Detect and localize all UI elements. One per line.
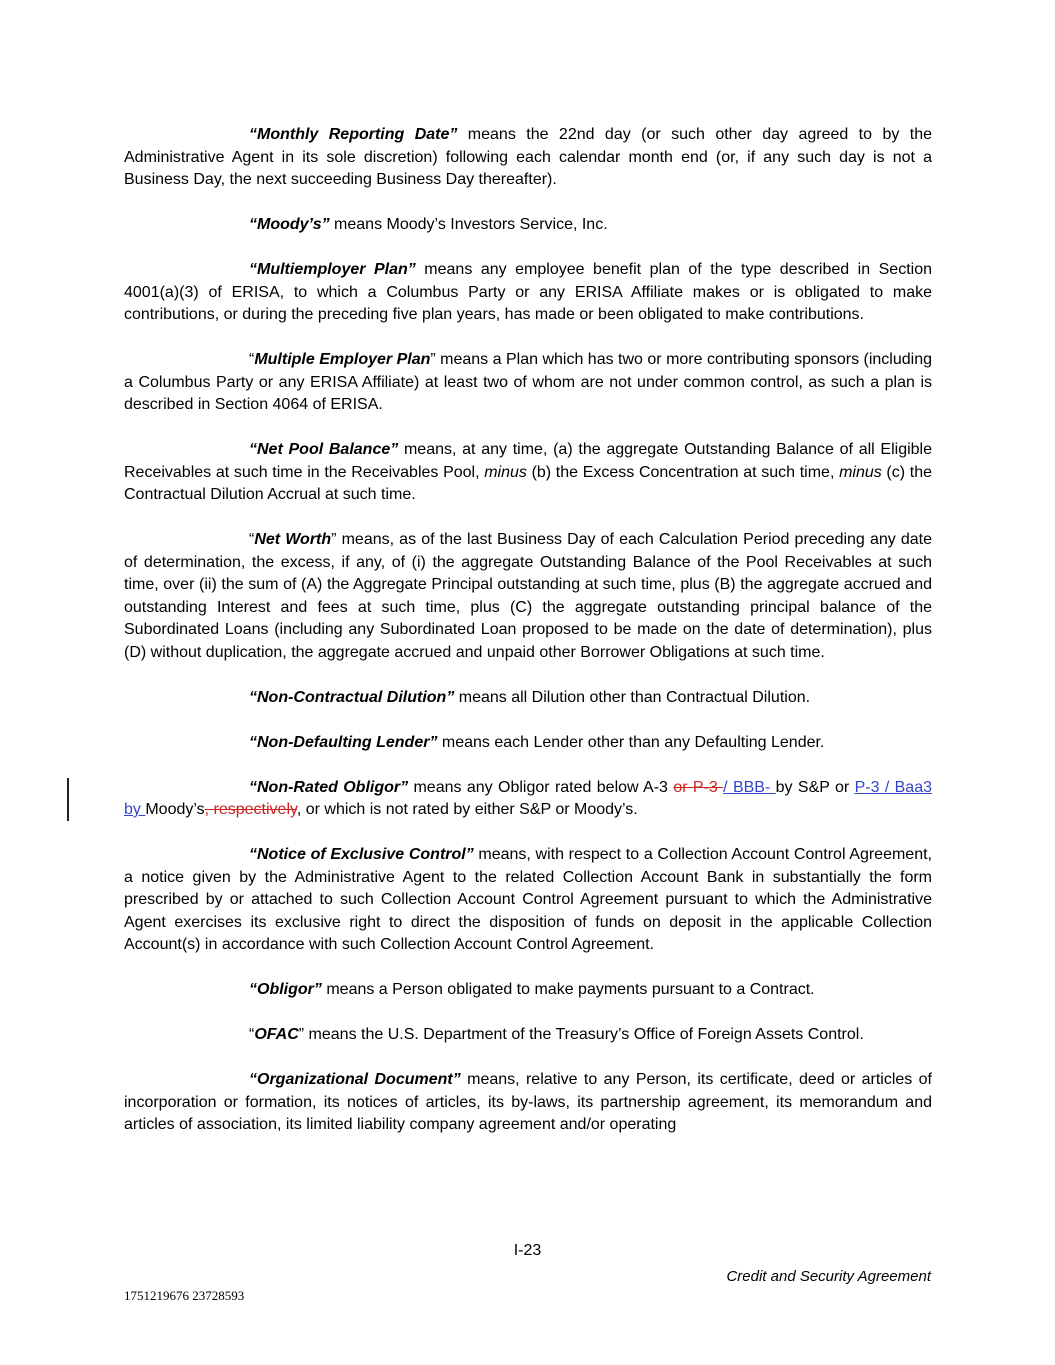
text-run: “ [249,1026,255,1043]
text-run: means each Lender other than any Defaulting Lender. [437,733,825,751]
footer-document-id: 1751219676 23728593 [124,1288,245,1303]
defined-term: “Organizational Document” [249,1071,461,1088]
footer-document-title: Credit and Security Agreement [726,1268,931,1285]
italic-text: minus [484,463,527,481]
text-run: ” means the U.S. Department of the Treasury’s Office of Foreign Assets Control. [298,1026,864,1043]
defined-term: “Obligor” [249,981,322,998]
paragraph [124,979,932,1002]
text-run: (b) the Excess Concentration at such time, [526,463,840,481]
text-run: means any employee benefit plan of the type described in Section 4001(a)(3) of ERISA, to which a Columbus Party or any ERISA Affiliate makes or is obligated to make contributions, or during the preceding five plan years, has made or been obligated to make contributions. [124,261,933,323]
text-run: “ [249,351,255,368]
text-run: ” means a Plan which has two or more contributing sponsors (including a Columbus Party or any ERISA Affiliate) at least two of whom are not under common control, as such a plan is described in Section 4064 of ERISA. [124,351,933,413]
text-run: means the 22nd day (or such other day agreed to by the Administrative Agent in its sole discretion) following each calendar month end (or, if any such day is not a Business Day, the next succeeding Business Day thereafter). [124,126,933,188]
defined-term: “Non-Rated Obligor” [249,778,409,796]
defined-term: “Notice of Exclusive Control” [249,846,474,863]
text-run: (c) the Contractual Dilution Accrual at such time. [124,463,933,503]
paragraph [124,439,932,507]
paragraph [124,687,932,710]
text-run: means a Person obligated to make payments pursuant to a Contract. [321,981,815,998]
text-run: means any Obligor rated below A-3 [408,778,674,796]
defined-term: “Non-Contractual Dilution” [249,688,455,706]
paragraph [124,529,932,664]
deleted-text: or P-3 [673,778,724,796]
text-run: means, with respect to a Collection Account Control Agreement, a notice given by the Administrative Agent to the related Collection Account Bank in substantially the form prescribed by or attached to such Collection Account Control Agreement pursuant to which the Administrative Agent exercises its exclusive right to direct the disposition of funds on deposit in the applicable Collection Account(s) in accordance with such Collection Account Control Agreement. [124,846,932,953]
paragraph [124,1024,932,1047]
text-run: means Moody’s Investors Service, Inc. [329,216,608,233]
paragraph [124,777,932,822]
defined-term: “Non-Defaulting Lender” [249,733,438,751]
defined-term: “Monthly Reporting Date” [249,126,458,143]
text-run: “ [249,531,255,548]
defined-term: “Net Pool Balance” [249,441,399,458]
text-run: ” means, as of the last Business Day of each Calculation Period preceding any date of determination, the excess, if any, of (i) the aggregate Outstanding Balance of the Pool Receivables at such time, over (ii) the sum of (A) the Aggregate Principal outstanding at such time, plus (B) the aggregate accrued and outstanding Interest and fees at such time, plus (C) the aggregate outstanding principal balance of the Subordinated Loans (including any Subordinated Loan proposed to be made on the date of determination), plus (D) without duplication, the aggregate accrued and unpaid other Borrower Obligations at such time. [124,531,932,661]
text-run: Moody’s [145,801,205,818]
defined-term: “Moody’s” [249,216,330,233]
paragraph [124,1069,932,1137]
paragraph [124,124,932,192]
paragraph [124,214,932,237]
text-run: means, at any time, (a) the aggregate Outstanding Balance of all Eligible Receivables at such time in the Receivables Pool, [124,441,933,481]
defined-term: “Multiemployer Plan” [249,261,416,278]
footer-page-number: I-23 [513,1242,542,1259]
text-run: , or which is not rated by either S&P or Moody’s. [296,801,638,818]
italic-text: minus [839,463,882,481]
defined-term: Net Worth [254,531,332,548]
text-run: means, relative to any Person, its certificate, deed or articles of incorporation or formation, its notices of articles, its by-laws, its partnership agreement, its memorandum and articles of association, its limited liability company agreement and/or operating [124,1071,933,1133]
defined-term: OFAC [254,1026,299,1043]
document-body [124,124,932,1137]
paragraph [124,732,932,755]
text-run: by S&P or [775,778,855,796]
text-run: means all Dilution other than Contractual Dilution. [454,688,811,706]
paragraph [124,844,932,957]
paragraph [124,259,932,327]
paragraph [124,349,932,417]
inserted-text: P-3 / Baa3 by [124,778,932,818]
deleted-text: , respectively [204,801,297,818]
defined-term: Multiple Employer Plan [254,351,431,368]
inserted-text: / BBB- [723,778,776,796]
